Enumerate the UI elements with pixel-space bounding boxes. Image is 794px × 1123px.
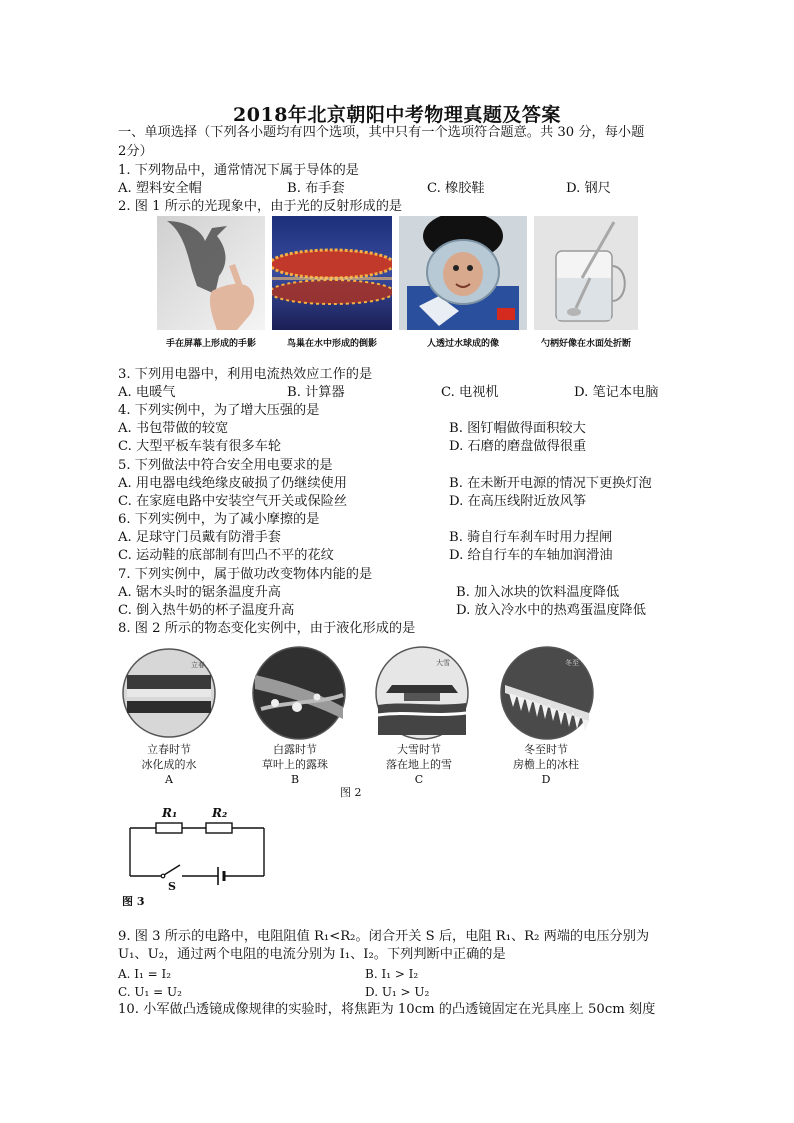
fig1-caption-4: 勺柄好像在水面处折断 — [540, 339, 631, 349]
section-heading: 一、单项选择（下列各小题均有四个选项，其中只有一个选项符合题意。共 30 分，每小题 — [118, 125, 645, 140]
fig2-panel-a — [121, 645, 217, 741]
q9-option-c: C. U₁ = U₂ — [118, 985, 182, 999]
q4-stem: 4. 下列实例中，为了增大压强的是 — [118, 403, 320, 418]
fig2-caption-a-letter: A — [165, 773, 173, 786]
fig2-caption-c-letter: C — [414, 773, 424, 786]
fig2-caption-b-line1: 白露时节 — [273, 743, 317, 756]
water-ball-image — [399, 216, 527, 330]
fig1-caption-2: 鸟巢在水中形成的倒影 — [286, 339, 377, 349]
fig2-caption-a — [114, 742, 224, 787]
fig2-caption-a-line1: 立春时节 — [147, 743, 191, 756]
dew-drops-image — [251, 645, 347, 741]
hand-shadow-image — [157, 216, 265, 330]
fig3-label: 图 3 — [122, 895, 145, 906]
fig2-caption-c-line1: 大雪时节 — [397, 743, 441, 756]
water-ball-photo — [399, 216, 527, 330]
fig2-label: 图 2 — [340, 786, 362, 799]
fig2-panel-c — [374, 645, 470, 741]
q7-option-d: D. 放入冷水中的热鸡蛋温度降低 — [456, 603, 646, 618]
q1-option-b: B. 布手套 — [287, 181, 345, 196]
switch-s — [164, 865, 180, 875]
q7-option-c: C. 倒入热牛奶的杯子温度升高 — [118, 603, 295, 618]
switch-label: S — [168, 880, 176, 893]
q5-stem: 5. 下列做法中符合安全用电要求的是 — [118, 458, 333, 473]
q10-stem: 10. 小军做凸透镜成像规律的实验时，将焦距为 10cm 的凸透镜固定在光具座上 50cm 刻度 — [118, 1002, 656, 1017]
melting-ice-image — [121, 645, 217, 741]
q5-option-c: C. 在家庭电路中安装空气开关或保险丝 — [118, 494, 348, 509]
resistor-r2 — [206, 823, 232, 833]
birds-nest-reflection-image — [272, 216, 392, 330]
q1-option-a: A. 塑料安全帽 — [118, 181, 202, 196]
q9-option-b: B. I₁ > I₂ — [365, 967, 419, 981]
q7-option-b: B. 加入冰块的饮料温度降低 — [456, 585, 620, 600]
q3-option-b: B. 计算器 — [287, 385, 345, 400]
hand-shadow-photo — [157, 216, 265, 330]
q1-stem: 1. 下列物品中，通常情况下属于导体的是 — [118, 163, 359, 178]
q4-option-c: C. 大型平板车装有很多车轮 — [118, 439, 282, 454]
fig1-caption-1: 手在屏幕上形成的手影 — [165, 339, 256, 349]
q3-stem: 3. 下列用电器中，利用电流热效应工作的是 — [118, 367, 373, 382]
resistor-r1 — [156, 823, 182, 833]
q1-option-c: C. 橡胶鞋 — [427, 181, 485, 196]
fig2-panel-d — [499, 645, 595, 741]
q4-option-a: A. 书包带做的较宽 — [118, 421, 229, 436]
birds-nest-photo — [272, 216, 392, 330]
q4-option-d: D. 石磨的磨盘做得很重 — [449, 439, 587, 454]
q9-stem-line2: U₁、U₂，通过两个电阻的电流分别为 I₁、I₂。下列判断中正确的是 — [118, 947, 506, 962]
fig2-caption-c-line2: 落在地上的雪 — [386, 758, 452, 771]
fig2-caption-b-line2: 草叶上的露珠 — [262, 758, 328, 771]
spoon-glass-image — [534, 216, 638, 330]
q9-option-d: D. U₁ > U₂ — [365, 985, 430, 999]
fig2-caption-a-line2: 冰化成的水 — [141, 758, 197, 771]
q6-option-d: D. 给自行车的车轴加润滑油 — [449, 548, 613, 563]
r1-label: R₁ — [162, 806, 178, 820]
q6-option-c: C. 运动鞋的底部制有凹凸不平的花纹 — [118, 548, 334, 563]
fig2-caption-d-letter: D — [541, 773, 551, 786]
q8-stem: 8. 图 2 所示的物态变化实例中，由于液化形成的是 — [118, 621, 416, 636]
circuit-diagram — [122, 804, 272, 906]
section-heading-cont: 2分） — [118, 144, 153, 159]
q3-option-c: C. 电视机 — [441, 385, 499, 400]
q3-option-a: A. 电暖气 — [118, 385, 176, 400]
page-title: 2018年北京朝阳中考物理真题及答案 — [233, 104, 561, 126]
r2-label: R₂ — [212, 806, 228, 820]
fig2-caption-b-letter: B — [290, 773, 300, 786]
fig2-caption-b — [240, 742, 350, 787]
fig2-caption-d-line1: 冬至时节 — [524, 743, 568, 756]
q5-option-b: B. 在未断开电源的情况下更换灯泡 — [449, 476, 652, 491]
q2-stem: 2. 图 1 所示的光现象中，由于光的反射形成的是 — [118, 199, 403, 214]
fig2-stamp-d: 冬至 — [565, 659, 579, 667]
q9-stem-line1: 9. 图 3 所示的电路中，电阻阻值 R₁<R₂。闭合开关 S 后，电阻 R₁、R₂ 两端的电压分别为 — [118, 929, 650, 944]
fig2-caption-d-line2: 房檐上的冰柱 — [513, 758, 579, 771]
q1-option-d: D. 钢尺 — [566, 181, 611, 196]
snow-image — [374, 645, 470, 741]
fig2-caption-d — [491, 742, 601, 787]
spoon-glass-photo — [534, 216, 638, 330]
q3-option-d: D. 笔记本电脑 — [574, 385, 659, 400]
q5-option-d: D. 在高压线附近放风筝 — [449, 494, 587, 509]
fig2-panel-b — [251, 645, 347, 741]
q7-option-a: A. 锯木头时的锯条温度升高 — [118, 585, 281, 600]
q4-option-b: B. 图钉帽做得面积较大 — [449, 421, 586, 436]
q6-option-a: A. 足球守门员戴有防滑手套 — [118, 530, 281, 545]
fig1-caption-3: 人透过水球成的像 — [426, 339, 499, 349]
q9-option-a: A. I₁ = I₂ — [118, 967, 172, 981]
q6-option-b: B. 骑自行车刹车时用力捏闸 — [449, 530, 613, 545]
fig2-caption-c — [364, 742, 474, 787]
q7-stem: 7. 下列实例中，属于做功改变物体内能的是 — [118, 567, 373, 582]
q6-stem: 6. 下列实例中，为了减小摩擦的是 — [118, 512, 320, 527]
q5-option-a: A. 用电器电线绝缘皮破损了仍继续使用 — [118, 476, 347, 491]
fig2-stamp-c: 大雪 — [436, 659, 450, 667]
fig2-stamp-a: 立春 — [191, 661, 205, 669]
icicles-image — [499, 645, 595, 741]
